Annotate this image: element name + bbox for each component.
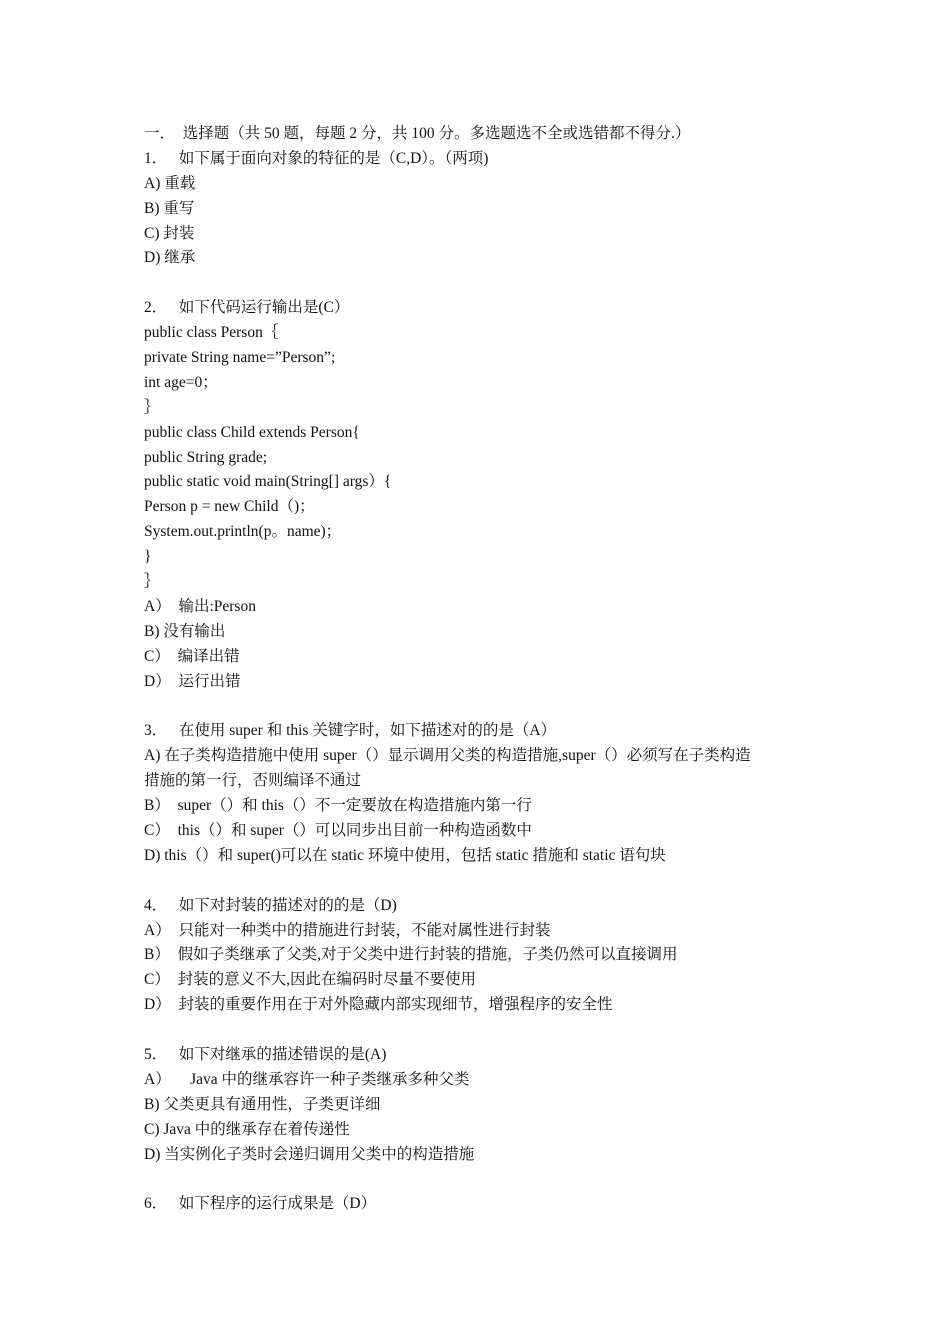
- option-c: C） this（）和 super（）可以同步出目前一种构造函数中: [144, 821, 532, 839]
- code-line: ｝: [144, 573, 160, 591]
- question-2: [144, 296, 824, 694]
- option-b: B） 假如子类继承了父类,对于父类中进行封装的措施，子类仍然可以直接调用: [144, 946, 678, 964]
- code-line: ｝: [144, 398, 160, 416]
- option-c: C) Java 中的继承存在着传递性: [144, 1120, 350, 1138]
- option-a: A) 在子类构造措施中使用 super（）显示调用父类的构造措施,super（）必须写在子类构造: [144, 747, 751, 765]
- option-b: B） super（）和 this（）不一定要放在构造措施内第一行: [144, 797, 532, 815]
- code-line: public String grade;: [144, 448, 268, 466]
- question-3: [144, 719, 824, 868]
- option-c: C） 封装的意义不大,因此在编码时尽量不要使用: [144, 971, 476, 989]
- code-line: Person p = new Child（)；: [144, 498, 315, 516]
- code-line: public class Child extends Person{: [144, 423, 360, 441]
- option-b: B) 重写: [144, 199, 195, 217]
- option-a: A） 输出:Person: [144, 597, 256, 615]
- question-stem: 2． 如下代码运行输出是(C）: [144, 299, 350, 317]
- option-a: A） Java 中的继承容许一种子类继承多种父类: [144, 1070, 470, 1088]
- option-a: A） 只能对一种类中的措施进行封装，不能对属性进行封装: [144, 921, 551, 939]
- spacer: [144, 694, 824, 719]
- spacer: [144, 869, 824, 894]
- code-block: [144, 321, 824, 595]
- option-b: B) 没有输出: [144, 622, 226, 640]
- code-line: public class Person｛: [144, 324, 279, 342]
- section-heading: 一． 选择题（共 50 题，每题 2 分，共 100 分。多选题选不全或选错都不得分.）: [144, 125, 691, 142]
- code-line: int age=0；: [144, 373, 218, 391]
- code-line: }: [144, 548, 152, 566]
- option-d: D） 封装的重要作用在于对外隐藏内部实现细节，增强程序的安全性: [144, 996, 613, 1014]
- option-d: D) 当实例化子类时会递归调用父类中的构造措施: [144, 1145, 475, 1163]
- code-line: public static void main(String[] args）{: [144, 473, 392, 491]
- spacer: [144, 1167, 824, 1192]
- question-stem: 4． 如下对封装的描述对的的是（D): [144, 896, 397, 914]
- option-a-continued: 措施的第一行，否则编译不通过: [144, 772, 362, 790]
- option-d: D) 继承: [144, 249, 196, 267]
- question-stem: 6． 如下程序的运行成果是（D）: [144, 1195, 377, 1213]
- code-line: System.out.println(p。name)；: [144, 523, 342, 541]
- option-a: A) 重载: [144, 174, 196, 192]
- question-stem: 5． 如下对继承的描述错误的是(A): [144, 1045, 387, 1063]
- spacer: [144, 1018, 824, 1043]
- option-b: B) 父类更具有通用性，子类更详细: [144, 1095, 381, 1113]
- option-d: D） 运行出错: [144, 672, 241, 690]
- option-d: D) this（）和 super()可以在 static 环境中使用，包括 static 措施和 static 语句块: [144, 846, 666, 864]
- question-stem: 1． 如下属于面向对象的特征的是（C,D）。（两项): [144, 149, 489, 167]
- question-stem: 3． 在使用 super 和 this 关键字时，如下描述对的的是（A）: [144, 722, 557, 740]
- question-4: [144, 894, 824, 1018]
- document-page: [144, 122, 824, 1217]
- code-line: private String name=”Person”;: [144, 349, 336, 367]
- question-5: [144, 1043, 824, 1167]
- question-1: [144, 147, 824, 271]
- option-c: C) 封装: [144, 224, 195, 242]
- option-c: C） 编译出错: [144, 647, 240, 665]
- spacer: [144, 271, 824, 296]
- question-6: [144, 1192, 824, 1217]
